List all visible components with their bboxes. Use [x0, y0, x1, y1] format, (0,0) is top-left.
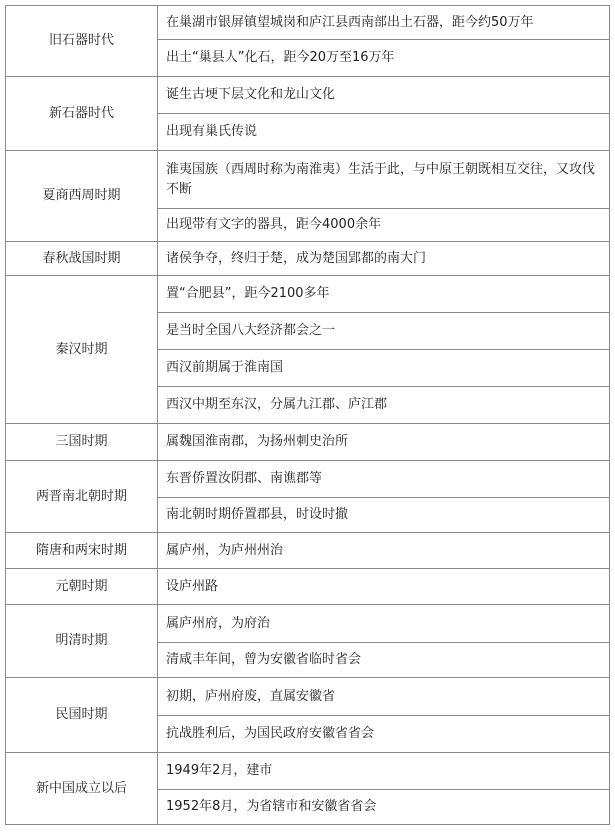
- event-cell: 出土“巢县人”化石，距今20万至16万年: [158, 40, 610, 77]
- event-cell: 1952年8月，为省辖市和安徽省省会: [158, 790, 610, 825]
- event-cell: 初期，庐州府废，直属安徽省: [158, 678, 610, 716]
- table-row: [6, 151, 610, 209]
- event-cell: 属魏国淮南郡，为扬州刺史治所: [158, 424, 610, 461]
- event-cell: 南北朝时期侨置郡县，时设时撤: [158, 498, 610, 533]
- table-row: [6, 533, 610, 569]
- table-row: [6, 242, 610, 276]
- event-cell: 诸侯争夺，终归于楚，成为楚国郢都的南大门: [158, 242, 610, 276]
- event-cell: 诞生古埂下层文化和龙山文化: [158, 77, 610, 114]
- era-cell: 明清时期: [6, 605, 158, 678]
- event-cell: 抗战胜利后，为国民政府安徽省省会: [158, 716, 610, 753]
- table-row: [6, 6, 610, 40]
- era-cell: 新石器时代: [6, 77, 158, 151]
- event-cell: 置“合肥县”，距今2100多年: [158, 276, 610, 313]
- event-cell: 设庐州路: [158, 569, 610, 605]
- era-cell: 两晋南北朝时期: [6, 461, 158, 533]
- table-body: [6, 6, 610, 825]
- event-cell: 属庐州府，为府治: [158, 605, 610, 643]
- era-cell: 旧石器时代: [6, 6, 158, 77]
- event-cell: 出现有巢氏传说: [158, 114, 610, 151]
- event-cell: 东晋侨置汝阴郡、南谯郡等: [158, 461, 610, 498]
- event-cell: 淮夷国族（西周时称为南淮夷）生活于此，与中原王朝既相互交往，又攻伐不断: [158, 151, 610, 209]
- event-cell: 是当时全国八大经济都会之一: [158, 313, 610, 350]
- table-row: [6, 461, 610, 498]
- event-cell: 属庐州，为庐州州治: [158, 533, 610, 569]
- event-cell: 出现带有文字的器具，距今4000余年: [158, 209, 610, 242]
- era-cell: 元朝时期: [6, 569, 158, 605]
- era-cell: 秦汉时期: [6, 276, 158, 424]
- era-cell: 春秋战国时期: [6, 242, 158, 276]
- event-cell: 西汉中期至东汉，分属九江郡、庐江郡: [158, 387, 610, 424]
- era-cell: 三国时期: [6, 424, 158, 461]
- event-cell: 在巢湖市银屏镇望城岗和庐江县西南部出土石器，距今约50万年: [158, 6, 610, 40]
- table-row: [6, 276, 610, 313]
- table-row: [6, 605, 610, 643]
- event-cell: 西汉前期属于淮南国: [158, 350, 610, 387]
- table-row: [6, 569, 610, 605]
- era-cell: 隋唐和两宋时期: [6, 533, 158, 569]
- table-row: [6, 77, 610, 114]
- table-row: [6, 753, 610, 790]
- event-cell: 1949年2月，建市: [158, 753, 610, 790]
- era-cell: 夏商西周时期: [6, 151, 158, 242]
- history-table: [5, 5, 610, 825]
- era-cell: 新中国成立以后: [6, 753, 158, 825]
- table-row: [6, 424, 610, 461]
- event-cell: 清咸丰年间，曾为安徽省临时省会: [158, 643, 610, 678]
- era-cell: 民国时期: [6, 678, 158, 753]
- table-row: [6, 678, 610, 716]
